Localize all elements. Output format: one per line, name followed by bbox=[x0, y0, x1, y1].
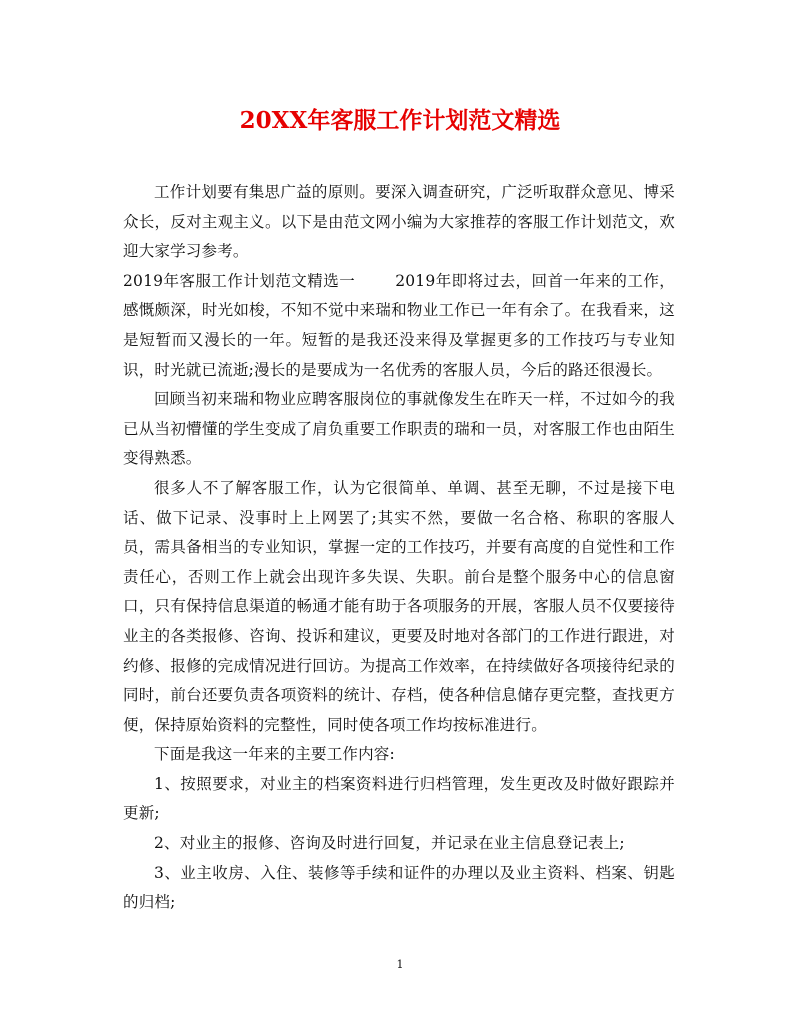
body-paragraph: 下面是我这一年来的主要工作内容: bbox=[154, 745, 395, 764]
document-title: 20XX年客服工作计划范文精选 bbox=[239, 107, 561, 134]
list-item: 3、业主收房、入住、装修等手续和证件的办理以及业主资料、档案、钥匙的归档; bbox=[123, 863, 675, 912]
body-paragraph: 很多人不了解客服工作，认为它很简单、单调、甚至无聊，不过是接下电话、做下记录、没事时上上网罢了;其实不然，要做一名合格、称职的客服人员，需具备相当的专业知识，掌握一定的工作技巧，并要有高度的自觉性和工作责任心，否则工作上就会出现许多失误、失职。前台是整个服务中心的信息窗口，只有保持信息渠道的畅通才能有助于各项服务的开展，客服人员不仅要接待业主的各类报修、咨询、投诉和建议，更要及时地对各部门的工作进行跟进，对约修、报修的完成情况进行回访。为提高工作效率，在持续做好各项接待纪录的同时，前台还要负责各项资料的统计、存档，使各种信息储存更完整，查找更方便，保持原始资料的完整性，同时使各项工作均按标准进行。 bbox=[123, 478, 675, 734]
body-paragraph: 回顾当初来瑞和物业应聘客服岗位的事就像发生在昨天一样，不过如今的我已从当初懵懂的学生变成了肩负重要工作职责的瑞和一员，对客服工作也由陌生变得熟悉。 bbox=[123, 390, 675, 468]
section-heading: 2019年客服工作计划范文精选一 bbox=[123, 271, 356, 290]
intro-paragraph: 工作计划要有集思广益的原则。要深入调查研究，广泛听取群众意见、博采众长，反对主观主义。以下是由范文网小编为大家推荐的客服工作计划范文，欢迎大家学习参考。 bbox=[123, 183, 675, 261]
list-item: 1、按照要求，对业主的档案资料进行归档管理，发生更改及时做好跟踪并更新; bbox=[123, 774, 675, 823]
list-item: 2、对业主的报修、咨询及时进行回复，并记录在业主信息登记表上; bbox=[154, 834, 625, 853]
document-body bbox=[123, 178, 675, 918]
section-first-text: 2019年即将过去，回首一年来的工作，感慨颇深，时光如梭，不知不觉中来瑞和物业工作已一年有余了。在我看来，这是短暂而又漫长的一年。短暂的是我还没来得及掌握更多的工作技巧与专业知识，时光就已流逝;漫长的是要成为一名优秀的客服人员，今后的路还很漫长。 bbox=[123, 271, 676, 379]
section-paragraph bbox=[123, 267, 675, 385]
page-number: 1 bbox=[396, 958, 404, 971]
